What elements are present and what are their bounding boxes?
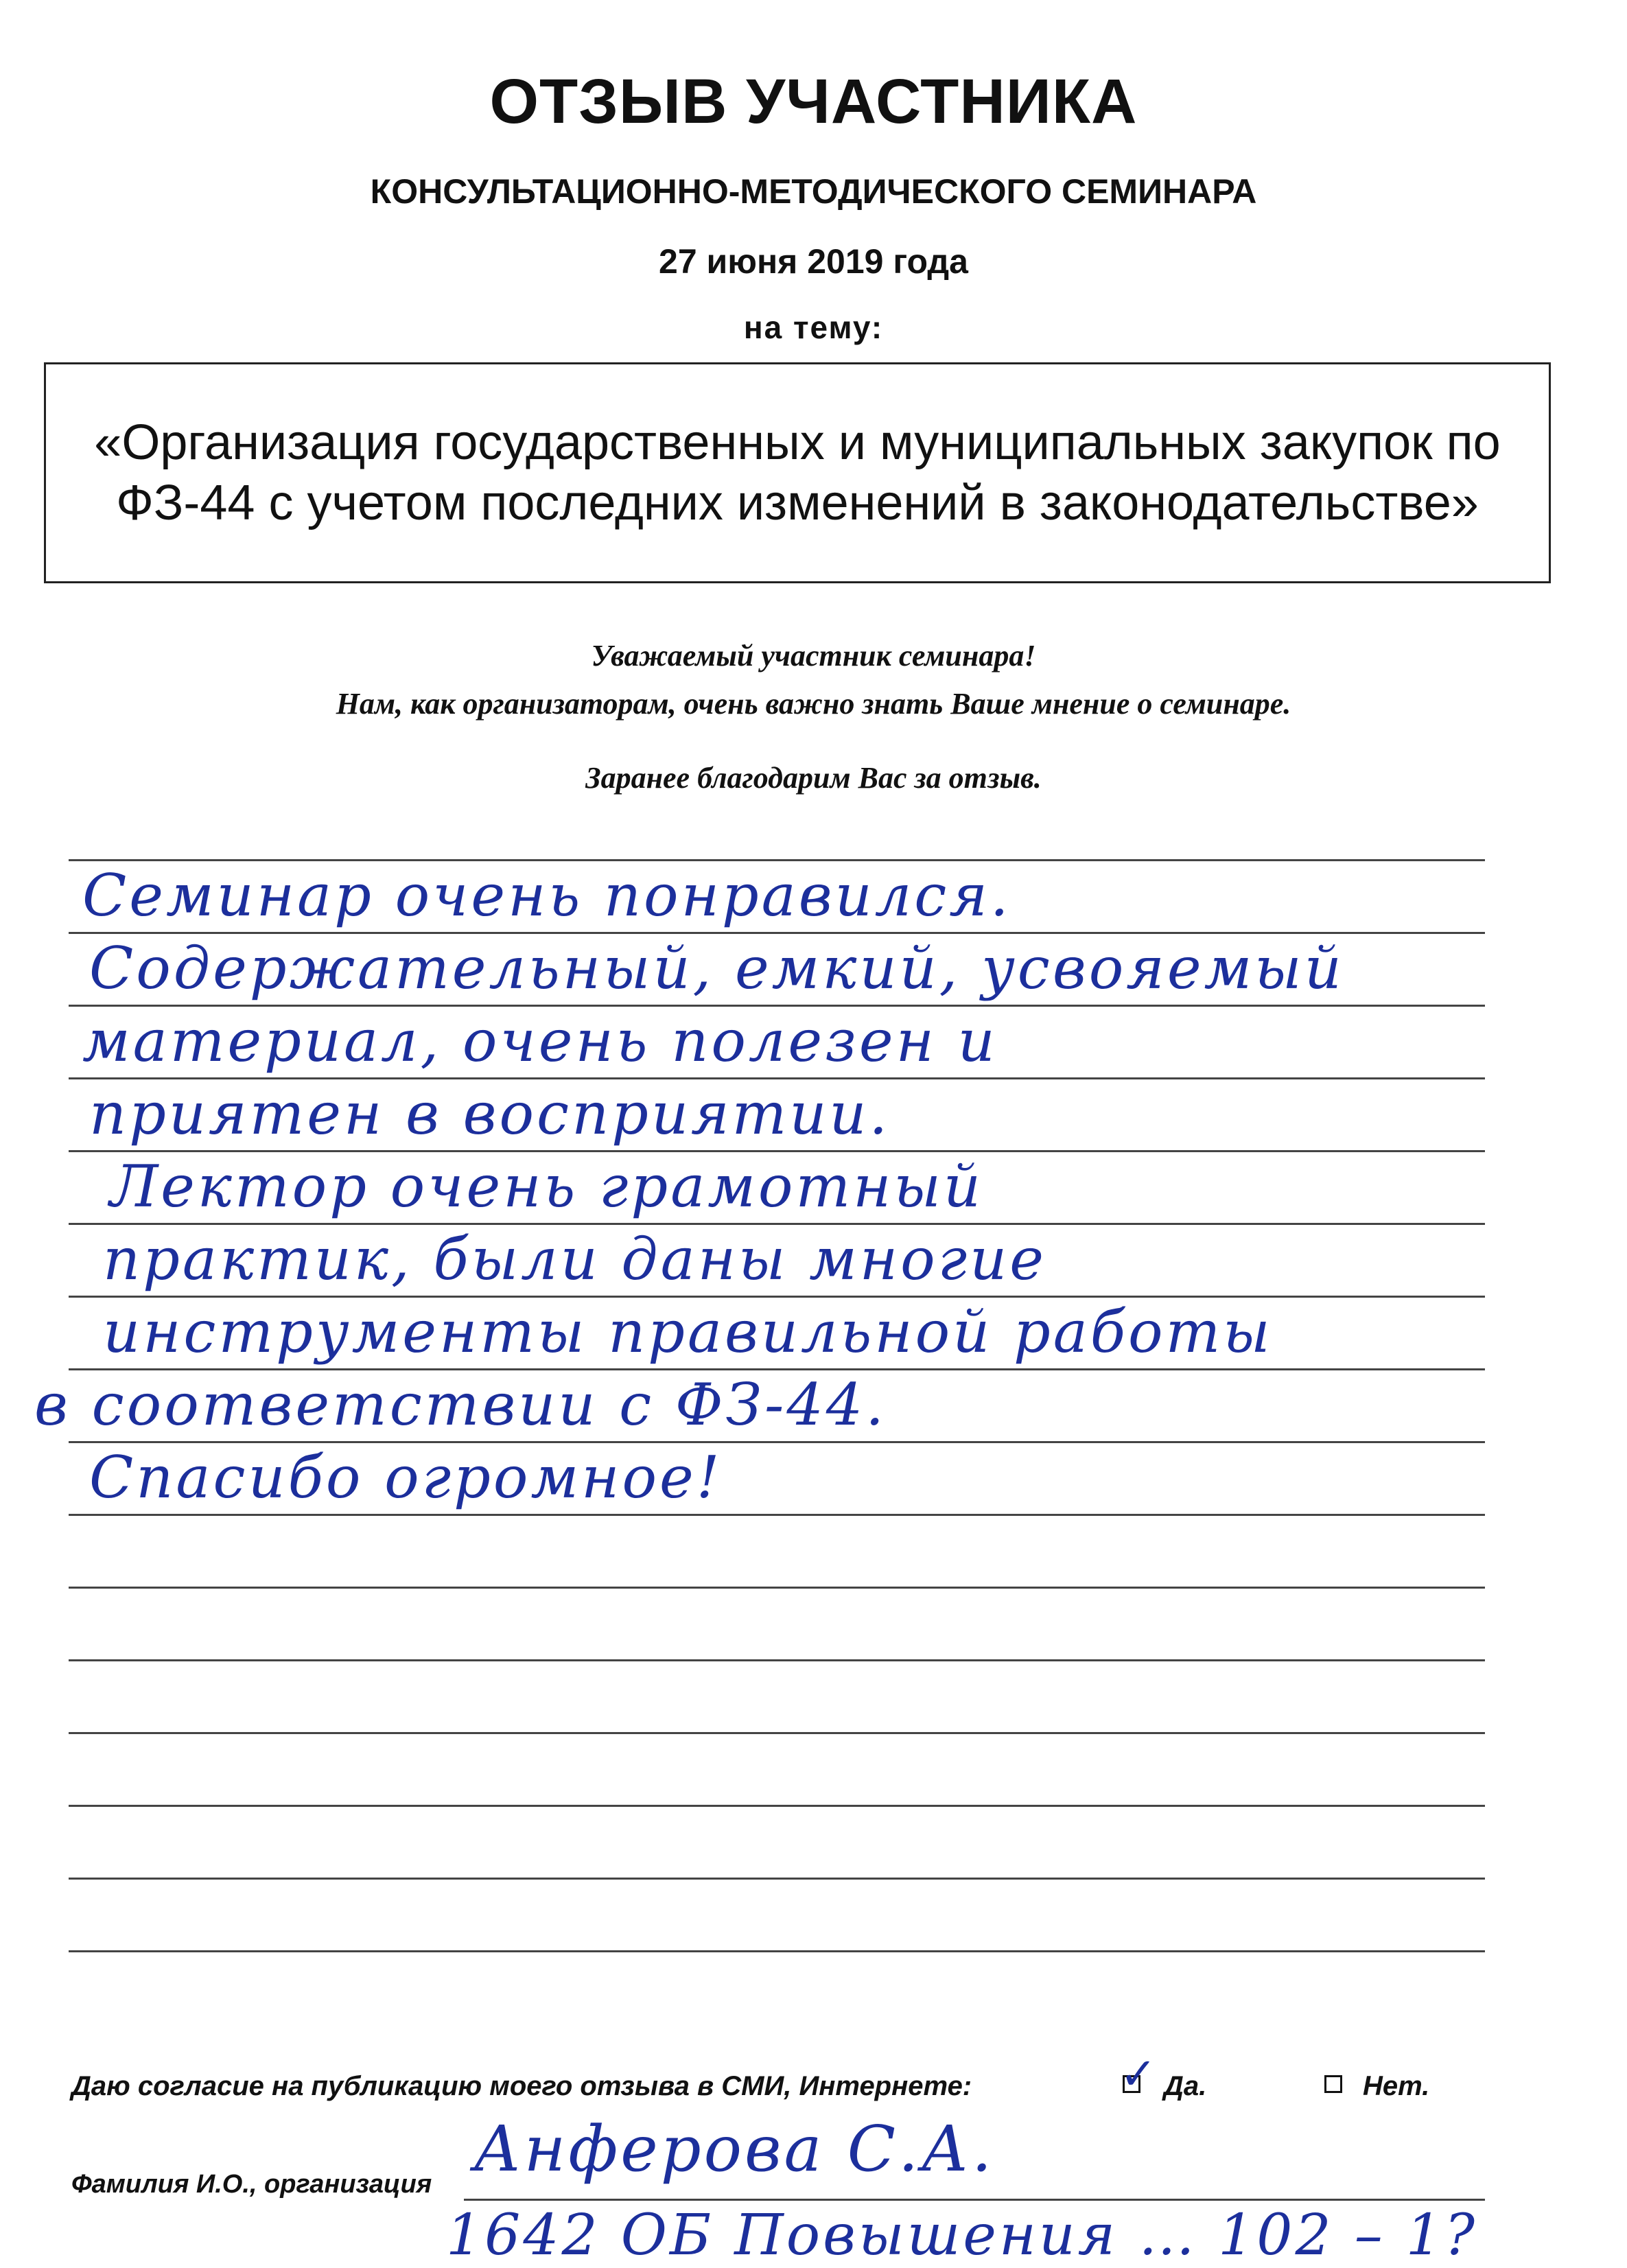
consent-no-checkbox[interactable] (1324, 2075, 1342, 2093)
ruled-line (69, 1150, 1485, 1152)
seminar-date: 27 июня 2019 года (659, 242, 968, 281)
ruled-line (69, 1878, 1485, 1880)
ruled-line (69, 1805, 1485, 1807)
ruled-line (69, 859, 1485, 861)
greeting-line-2: Нам, как организаторам, очень важно знать Ваше мнение о семинаре. (336, 687, 1291, 721)
consent-no-label: Нет. (1363, 2071, 1430, 2101)
ruled-line (69, 932, 1485, 934)
greeting-line-3: Заранее благодарим Вас за отзыв. (585, 761, 1042, 795)
ruled-line (69, 1587, 1485, 1589)
organization-handwritten: 1642 ОБ Повышения … 102 – 1? (446, 2203, 1477, 2268)
name-field-line[interactable] (464, 2199, 1485, 2201)
handwritten-line: материал, очень полезен и (82, 1007, 998, 1075)
handwritten-line: приятен в восприятии. (89, 1080, 891, 1147)
ruled-line (69, 1368, 1485, 1370)
form-title: ОТЗЫВ УЧАСТНИКА (489, 67, 1138, 137)
ruled-line (69, 1950, 1485, 1952)
ruled-line (69, 1514, 1485, 1516)
form-subtitle: КОНСУЛЬТАЦИОННО-МЕТОДИЧЕСКОГО СЕМИНАРА (370, 172, 1257, 211)
consent-text: Даю согласие на публикацию моего отзыва в СМИ, Интернете: (71, 2071, 972, 2101)
handwritten-line: Лектор очень грамотный (110, 1153, 983, 1220)
handwritten-line: Содержательный, емкий, усвояемый (89, 935, 1344, 1002)
greeting-line-1: Уважаемый участник семинара! (591, 639, 1036, 673)
handwritten-line: в соответствии с ФЗ-44. (34, 1371, 887, 1438)
topic-text: «Организация государственных и муниципальных закупок по ФЗ-44 с учетом последних изменений в законодательстве» (94, 415, 1501, 530)
ruled-line (69, 1005, 1485, 1007)
theme-label: на тему: (743, 309, 884, 345)
ruled-line (69, 1732, 1485, 1734)
name-field-label: Фамилия И.О., организация (71, 2170, 432, 2199)
name-handwritten: Анферова С.А. (473, 2112, 995, 2186)
check-mark-icon: ✓ (1120, 2049, 1157, 2100)
handwritten-line: Семинар очень понравился. (82, 862, 1011, 929)
ruled-line (69, 1441, 1485, 1443)
handwritten-line: практик, были даны многие (103, 1226, 1046, 1293)
consent-yes-label: Да. (1164, 2071, 1207, 2101)
handwritten-line: инструменты правильной работы (103, 1298, 1273, 1366)
handwritten-line: Спасибо огромное! (89, 1444, 723, 1511)
topic-box (44, 362, 1551, 583)
ruled-line (69, 1223, 1485, 1225)
ruled-line (69, 1296, 1485, 1298)
ruled-line (69, 1077, 1485, 1079)
ruled-line (69, 1659, 1485, 1661)
